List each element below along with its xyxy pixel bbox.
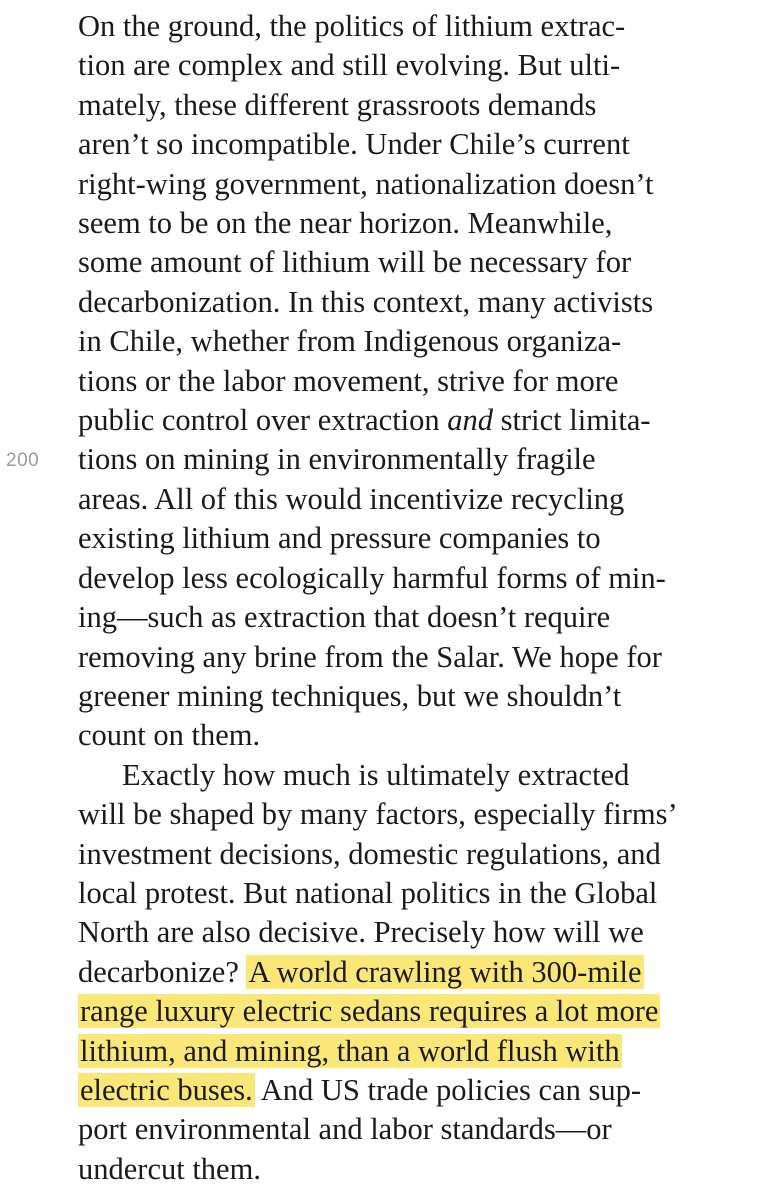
text-line: North are also decisive. Precisely how will we <box>78 915 644 950</box>
text-line: greener mining techniques, but we shouldn’t <box>78 678 622 713</box>
text-line: some amount of lithium will be necessary for <box>78 245 632 280</box>
text-line: count on them. <box>78 718 261 753</box>
text-line <box>78 1032 778 1071</box>
text-segment: decarbonize? <box>78 954 247 989</box>
text-line: existing lithium and pressure companies to <box>78 521 601 556</box>
text-line: will be shaped by many factors, especially firms’ <box>78 797 678 832</box>
text-line: investment decisions, domestic regulations, and <box>78 836 661 871</box>
text-line: tions or the labor movement, strive for more <box>78 363 619 398</box>
highlighted-text[interactable]: A world crawling with 300-mile <box>248 954 642 989</box>
text-line: tions on mining in environmentally fragile <box>78 442 596 477</box>
text-line: Exactly how much is ultimately extracted <box>122 757 630 792</box>
text-line: right-wing government, nationalization doesn’t <box>78 166 654 201</box>
text-line: port environmental and labor standards—or <box>78 1112 612 1147</box>
text-line: mately, these different grassroots demands <box>78 87 597 122</box>
text-line: areas. All of this would incentivize recycling <box>78 481 625 516</box>
text-line: decarbonization. In this context, many activists <box>78 284 654 319</box>
text-segment: And US trade policies can sup- <box>254 1072 642 1107</box>
italic-emphasis: and <box>447 403 494 438</box>
text-line <box>78 953 778 992</box>
text-line: removing any brine from the Salar. We hope for <box>78 639 662 674</box>
text-line <box>78 1071 778 1110</box>
paragraph-1 <box>78 7 778 756</box>
page-number: 200 <box>6 450 40 471</box>
text-segment: strict limita- <box>493 403 651 438</box>
highlighted-text[interactable]: lithium, and mining, than a world flush with <box>80 1033 620 1068</box>
text-line: develop less ecologically harmful forms of min- <box>78 560 666 595</box>
highlighted-text[interactable]: electric buses. <box>80 1072 253 1107</box>
highlighted-text[interactable]: range luxury electric sedans requires a lot more <box>80 994 659 1029</box>
text-line: tion are complex and still evolving. But ulti- <box>78 48 621 83</box>
paragraph-2 <box>78 756 778 1189</box>
text-line: undercut them. <box>78 1151 261 1186</box>
text-line: seem to be on the near horizon. Meanwhile, <box>78 206 613 241</box>
text-line: aren’t so incompatible. Under Chile’s current <box>78 127 630 162</box>
text-line <box>78 992 778 1031</box>
text-segment: public control over extraction <box>78 403 448 438</box>
text-line: ing—such as extraction that doesn’t require <box>78 600 611 635</box>
body-text <box>78 7 778 1189</box>
text-line: On the ground, the politics of lithium extrac- <box>78 9 626 43</box>
text-line: local protest. But national politics in the Global <box>78 875 658 910</box>
text-line <box>78 401 778 440</box>
text-line: in Chile, whether from Indigenous organiza- <box>78 324 622 359</box>
